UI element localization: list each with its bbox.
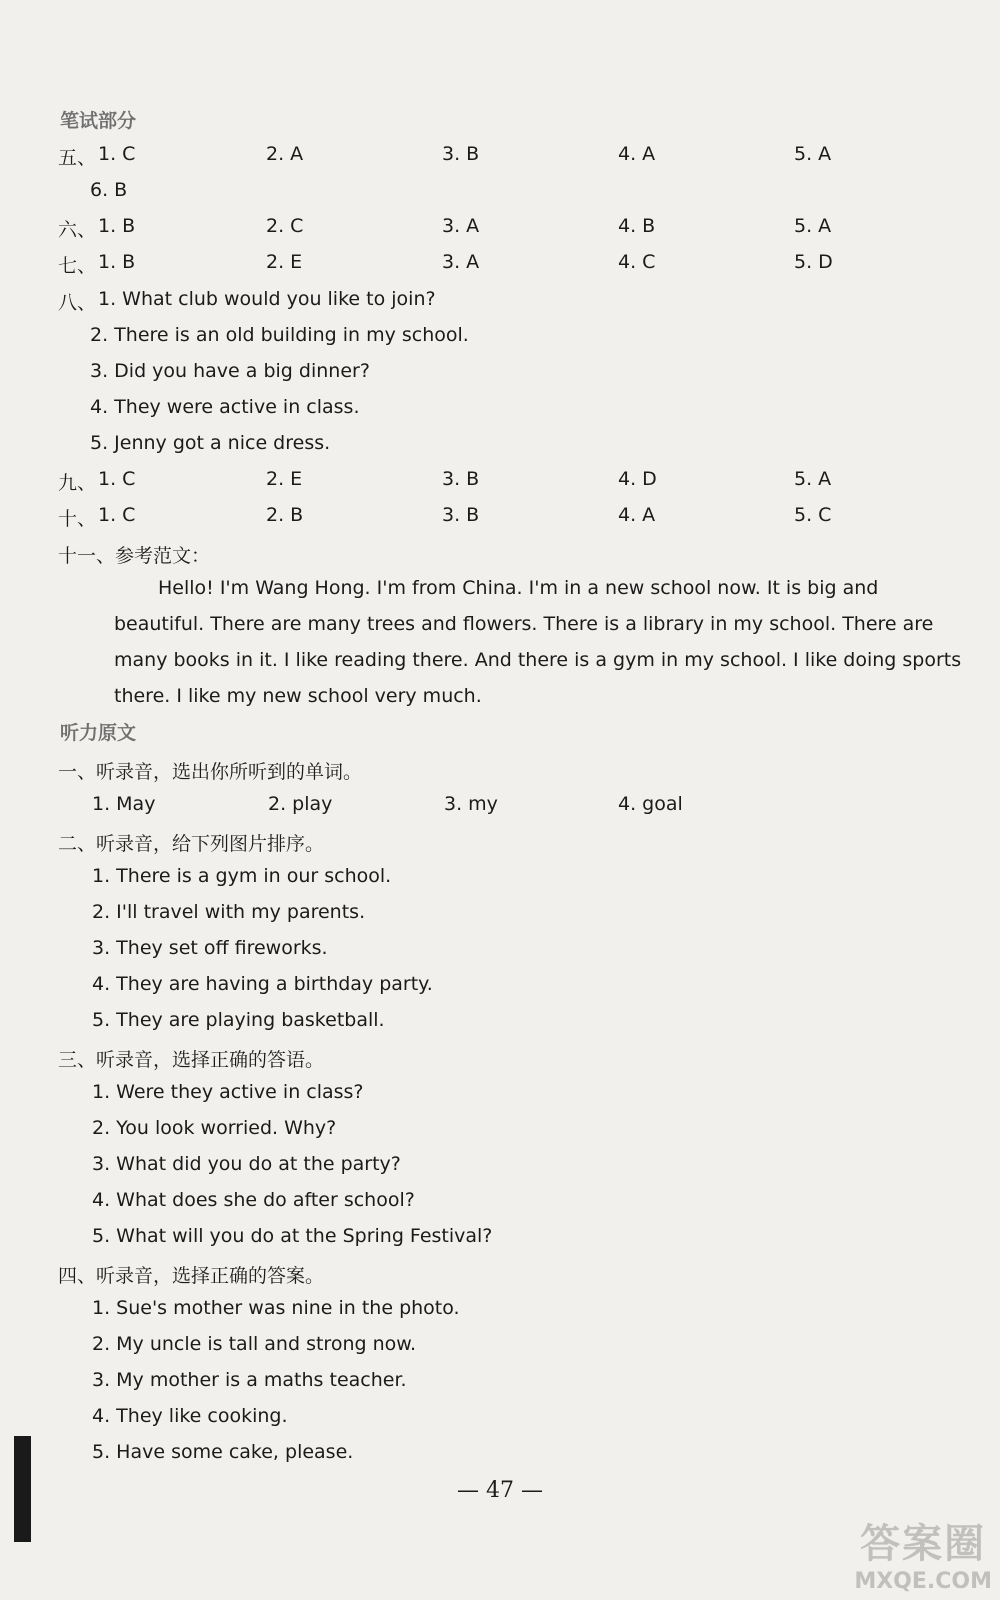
- answer-7-4: 4. C: [618, 251, 656, 273]
- answer-6-2: 2. C: [266, 215, 304, 237]
- watermark-text: 答案圈: [860, 1521, 987, 1567]
- answer-6-5: 5. A: [794, 215, 832, 237]
- listening-3-line-5: 5. What will you do at the Spring Festival?: [92, 1225, 493, 1247]
- answer-10-3: 3. B: [442, 504, 480, 526]
- essay-line-3: many books in it. I like reading there. And there is a gym in my school. I like doing sports: [114, 649, 962, 671]
- answer-7-1: 1. B: [98, 251, 136, 273]
- listening-3-line-1: 1. Were they active in class?: [92, 1081, 364, 1103]
- listening-1-heading: 一、听录音，选出你所听到的单词。: [58, 761, 363, 783]
- answer-8-line-3: 3. Did you have a big dinner?: [90, 360, 370, 382]
- section-8-prefix: 八、: [58, 292, 97, 314]
- answer-5-3: 3. B: [442, 143, 480, 165]
- section-11-heading: 十一、参考范文：: [58, 545, 211, 567]
- answer-8-line-5: 5. Jenny got a nice dress.: [90, 432, 331, 454]
- essay-line-4: there. I like my new school very much.: [114, 685, 482, 707]
- answer-10-4: 4. A: [618, 504, 656, 526]
- section-10-prefix: 十、: [58, 508, 97, 530]
- listening-2-line-4: 4. They are having a birthday party.: [92, 973, 433, 995]
- answer-5-1: 1. C: [98, 143, 136, 165]
- listening-4-line-5: 5. Have some cake, please.: [92, 1441, 354, 1463]
- answer-7-3: 3. A: [442, 251, 480, 273]
- answer-9-5: 5. A: [794, 468, 832, 490]
- answer-6-4: 4. B: [618, 215, 656, 237]
- listening-2-heading: 二、听录音，给下列图片排序。: [58, 833, 325, 855]
- listening-4-line-2: 2. My uncle is tall and strong now.: [92, 1333, 417, 1355]
- listening-3-heading: 三、听录音，选择正确的答语。: [58, 1049, 325, 1071]
- listening-1-word-2: 2. play: [268, 793, 333, 815]
- section-7-prefix: 七、: [58, 255, 97, 277]
- answer-9-1: 1. C: [98, 468, 136, 490]
- answer-7-5: 5. D: [794, 251, 833, 273]
- listening-1-word-1: 1. May: [92, 793, 156, 815]
- answer-5-2: 2. A: [266, 143, 304, 165]
- listening-4-heading: 四、听录音，选择正确的答案。: [58, 1265, 325, 1287]
- essay-line-2: beautiful. There are many trees and flowers. There is a library in my school. There are: [114, 613, 934, 635]
- section-6-prefix: 六、: [58, 219, 97, 241]
- section-9-prefix: 九、: [58, 472, 97, 494]
- listening-3-line-4: 4. What does she do after school?: [92, 1189, 415, 1211]
- section-5-prefix: 五、: [58, 147, 97, 169]
- answer-5-4: 4. A: [618, 143, 656, 165]
- answer-10-1: 1. C: [98, 504, 136, 526]
- answer-9-2: 2. E: [266, 468, 303, 490]
- answer-5-6: 6. B: [90, 179, 128, 201]
- answer-6-1: 1. B: [98, 215, 136, 237]
- answer-8-line-1: 1. What club would you like to join?: [98, 288, 436, 310]
- listening-2-line-3: 3. They set off fireworks.: [92, 937, 328, 959]
- listening-1-word-3: 3. my: [444, 793, 498, 815]
- listening-2-line-1: 1. There is a gym in our school.: [92, 865, 392, 887]
- watermark-logo: [854, 1512, 992, 1594]
- answer-9-3: 3. B: [442, 468, 480, 490]
- listening-4-line-3: 3. My mother is a maths teacher.: [92, 1369, 407, 1391]
- answer-5-5: 5. A: [794, 143, 832, 165]
- scan-edge-mark: [14, 1436, 31, 1542]
- answer-7-2: 2. E: [266, 251, 303, 273]
- essay-line-1: Hello! I'm Wang Hong. I'm from China. I'm in a new school now. It is big and: [158, 577, 879, 599]
- answer-10-2: 2. B: [266, 504, 304, 526]
- listening-4-line-1: 1. Sue's mother was nine in the photo.: [92, 1297, 460, 1319]
- listening-section-title: 听力原文: [60, 722, 137, 744]
- answer-8-line-2: 2. There is an old building in my school.: [90, 324, 469, 346]
- listening-3-line-3: 3. What did you do at the party?: [92, 1153, 401, 1175]
- listening-1-word-4: 4. goal: [618, 793, 683, 815]
- listening-4-line-4: 4. They like cooking.: [92, 1405, 288, 1427]
- answer-10-5: 5. C: [794, 504, 832, 526]
- answer-9-4: 4. D: [618, 468, 657, 490]
- listening-2-line-2: 2. I'll travel with my parents.: [92, 901, 366, 923]
- written-section-title: 笔试部分: [60, 110, 137, 132]
- listening-3-line-2: 2. You look worried. Why?: [92, 1117, 337, 1139]
- answer-6-3: 3. A: [442, 215, 480, 237]
- watermark-url: MXQE.COM: [854, 1569, 992, 1594]
- answer-8-line-4: 4. They were active in class.: [90, 396, 360, 418]
- page-number: — 47 —: [457, 1478, 543, 1503]
- listening-2-line-5: 5. They are playing basketball.: [92, 1009, 385, 1031]
